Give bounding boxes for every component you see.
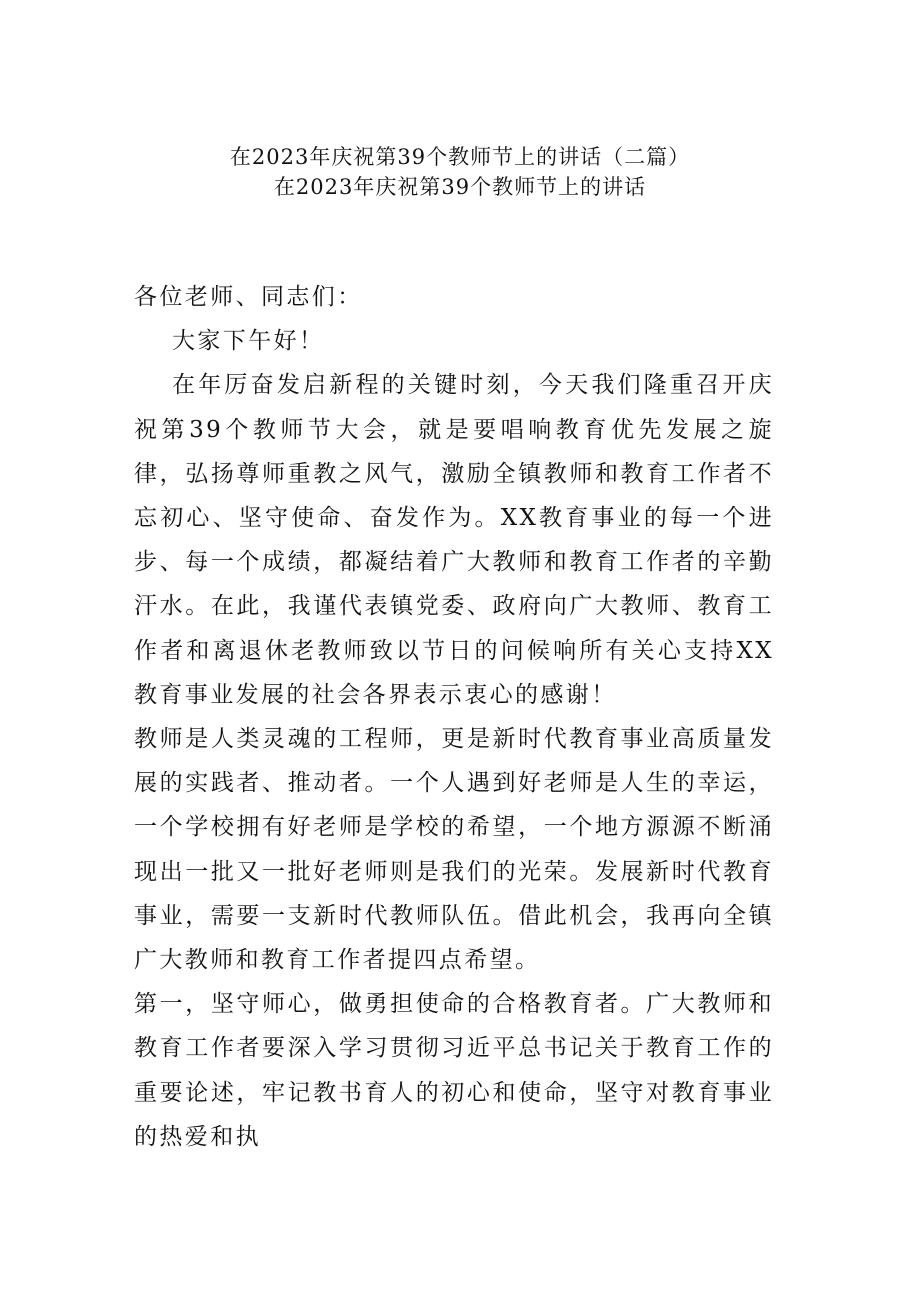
document-body (134, 275, 774, 1159)
opening-paragraph: 在年厉奋发启新程的关键时刻，今天我们隆重召开庆祝第39个教师节大会，就是要唱响教育优先发展之旋律，弘扬尊师重教之风气，激励全镇教师和教育工作者不忘初心、坚守使命、奋发作为。XX教育事业的每一个进步、每一个成绩，都凝结着广大教师和教育工作者的辛勤汗水。在此，我谨代表镇党委、政府向广大教师、教育工作者和离退休老教师致以节日的问候响所有关心支持XX教育事业发展的社会各界表示衷心的感谢！ (134, 372, 774, 708)
greeting-paragraph: 大家下午好！ (172, 328, 325, 355)
first-hope-paragraph: 第一，坚守师心，做勇担使命的合格教育者。广大教师和教育工作者要深入学习贯彻习近平总书记关于教育工作的重要论述，牢记教书育人的初心和使命，坚守对教育事业的热爱和执 (134, 991, 774, 1150)
salutation-paragraph: 各位老师、同志们： (134, 284, 363, 310)
document-subtitle: 在2023年庆祝第39个教师节上的讲话 (273, 175, 647, 199)
document-title: 在2023年庆祝第39个教师节上的讲话（二篇） (229, 145, 691, 169)
teachers-role-paragraph: 教师是人类灵魂的工程师，更是新时代教育事业高质量发展的实践者、推动者。一个人遇到好老师是人生的幸运，一个学校拥有好老师是学校的希望，一个地方源源不断涌现出一批又一批好老师则是我们的光荣。发展新时代教育事业，需要一支新时代教师队伍。借此机会，我再向全镇广大教师和教育工作者提四点希望。 (134, 726, 774, 974)
